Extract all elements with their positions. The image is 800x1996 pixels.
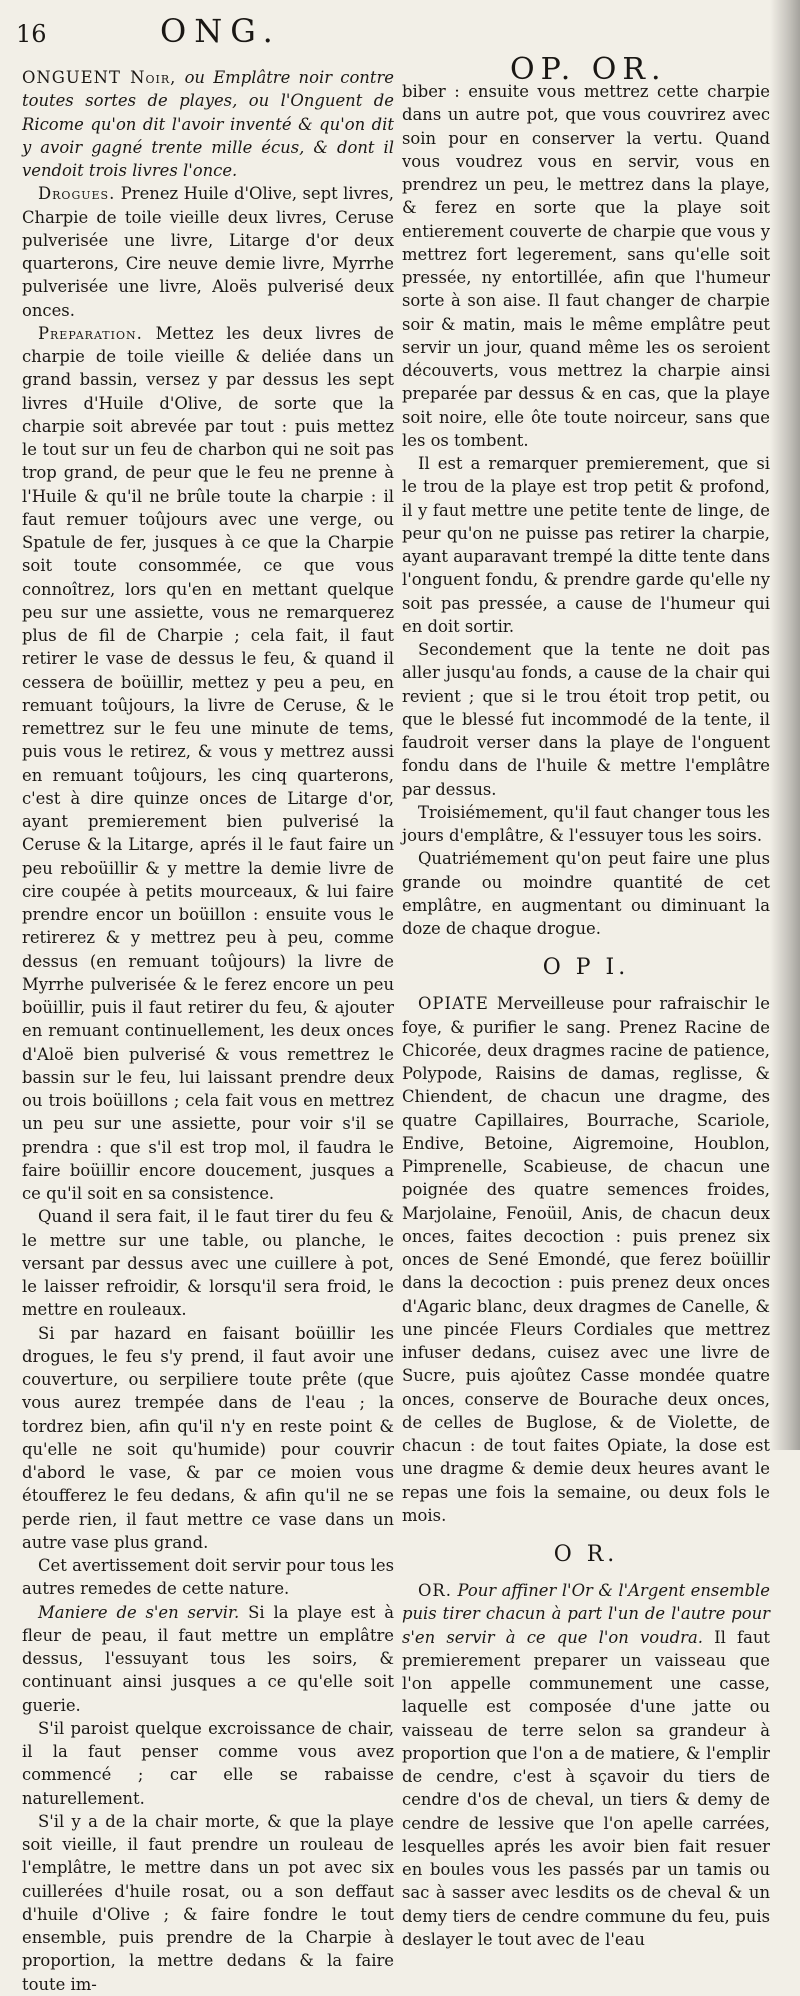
paragraph-opiate bbox=[402, 992, 770, 1527]
entry-lead: ONGUENT Noir, bbox=[22, 68, 177, 87]
paragraph-si-par-hazard: Si par hazard en faisant boüillir les drogues, le feu s'y prend, il faut avoir une couverture, ou serpiliere toute prête (que vous aurez trempée dans de l'eau ; la tordrez bien, afin qu'il n'y en reste point & qu'elle ne soit qu'humide) pour couvrir d'abord le vase, & par ce moien vous étoufferez le feu dedans, & afin qu'il ne se perde rien, il faut mettre ce vase dans un autre vase plus grand. bbox=[22, 1323, 394, 1552]
drogues-lead: Drogues. bbox=[38, 184, 116, 204]
paragraph-secondement: Secondement que la tente ne doit pas aller jusqu'au fonds, a cause de la chair qui revient ; que si le trou étoit trop petit, ou que le blessé fut incommodé de la tente, il faudroit verser dans la playe de l'onguent fondu dans de l'huile & mettre l'emplâtre par dessus. bbox=[402, 640, 770, 799]
paragraph-cet-avertissement: Cet avertissement doit servir pour tous les autres remedes de cette nature. bbox=[22, 1556, 394, 1599]
paragraph-continuation: biber : ensuite vous mettrez cette charpie dans un autre pot, que vous couvrirez avec soin pour en conserver la vertu. Quand vous voudrez vous en servir, vous en prendrez un peu, le mettrez dans la playe, & ferez en sorte que la playe soit entierement couverte de charpie que vous y mettrez fort legerement, sans qu'elle soit pressée, ny entortillée, afin que l'humeur sorte à son aise. Il faut changer de charpie soir & matin, mais le même emplâtre peut servir un jour, quand même les os seroient découverts, vous mettrez la charpie ainsi preparée par dessus & en cas, que la playe soit noire, elle ôte toute noirceur, sans que les os tombent. bbox=[402, 82, 770, 450]
section-heading-opi: O P I. bbox=[542, 955, 630, 981]
paragraph-quand: Quand il sera fait, il le faut tirer du feu & le mettre sur une table, ou planche, le versant par dessus avec une cuillere à pot, le laisser refroidir, & lorsqu'il sera froid, le mettre en rouleaux. bbox=[22, 1207, 394, 1320]
paragraph-drogues bbox=[22, 182, 394, 322]
right-column bbox=[402, 80, 770, 1951]
opiate-text: Merveilleuse pour rafraischir le foye, & purifier le sang. Prenez Racine de Chicorée, deux dragmes racine de patience, Polypode, Raisins de damas, reglisse, & Chiendent, de chacun une dragme, des quatre Capillaires, Bourrache, Scariole, Endive, Betoine, Aigremoine, Houblon, Pimprenelle, Scabieuse, de chacun une poignée des quatre semences froides, Marjolaine, Fenoüil, Anis, de chacun deux onces, faites decoction : puis prenez six onces de Sené Emondé, que ferez boüillir dans la decoction : puis prenez deux onces d'Agaric blanc, deux dragmes de Canelle, & une pincée Fleurs Cordiales que mettrez infuser dedans, cuisez avec une livre de Sucre, puis ajoûtez Casse mondée quatre onces, conserve de Bourache deux onces, de celles de Buglose, & de Violette, de chacun : de tout faites Opiate, la dose est une dragme & demie deux heures avant le repas une fois la semaine, ou deux fols le mois. bbox=[402, 994, 770, 1525]
paragraph-quatriemement: Quatriémement qu'on peut faire une plus grande ou moindre quantité de cet emplâtre, en augmentant ou diminuant la doze de chaque drogue. bbox=[402, 849, 770, 938]
paragraph-sil-y-a: S'il y a de la chair morte, & que la playe soit vieille, il faut prendre un rouleau de l'emplâtre, le mettre dans un pot avec six cuillerées d'huile rosat, ou a son deffaut d'huile d'Olive ; & faire fondre le tout ensemble, puis prendre de la Charpie à proportion, la mettre dedans & la faire toute im- bbox=[22, 1811, 394, 1994]
paragraph-sil-paroist: S'il paroist quelque excroissance de chair, il la faut penser comme vous avez commencé ; car elle se rabaisse naturellement. bbox=[22, 1718, 394, 1808]
entry-title: ou Emplâtre noir contre toutes sortes de playes, ou l'Onguent de Ricome qu'on dit l'avoir inventé & qu'on dit y avoir gagné trente mille écus, & dont il vendoit trois livres l'once. bbox=[22, 68, 394, 180]
preparation-lead: Preparation. bbox=[38, 323, 143, 343]
paragraph-preparation bbox=[22, 322, 394, 1206]
paragraph-or bbox=[402, 1579, 770, 1951]
paragraph-premierement: Il est a remarquer premierement, que si le trou de la playe est trop petit & profond, il y faut mettre une petite tente de linge, de peur qu'on ne puisse pas retirer la charpie, ayant auparavant trempé la ditte tente dans l'onguent fondu, & prendre garde qu'elle ny soit pas pressée, a cause de l'humeur qui en doit sortir. bbox=[402, 454, 770, 636]
entry-onguent-noir bbox=[22, 66, 394, 182]
opiate-lead: OPIATE bbox=[418, 994, 489, 1014]
left-column bbox=[22, 66, 394, 1996]
maniere-lead: Maniere de s'en servir. bbox=[38, 1602, 240, 1622]
running-head-left: ONG. bbox=[160, 12, 281, 50]
section-heading-or: O R. bbox=[553, 1542, 619, 1567]
paragraph-maniere bbox=[22, 1601, 394, 1717]
or-lead: OR. bbox=[418, 1581, 452, 1600]
or-text: Il faut premierement preparer un vaisseau que l'on appelle communement une casse, laquelle est composée d'une jatte ou vaisseau de terre selon sa grandeur à proportion que l'on a de matiere, & l'emplir de cendre, c'est à sçavoir du tiers de cendre d'os de cheval, un tiers & demy de cendre de lessive que l'on apelle carrées, lesquelles aprés les avoir bien fait resuer en boules vous les passés par un tamis ou sac à sasser avec lesdits os de cheval & un demy tiers de cendre commune du feu, puis deslayer le tout avec de l'eau bbox=[402, 1627, 770, 1949]
page-number: 16 bbox=[16, 20, 47, 48]
maniere-text: Si la playe est à fleur de peau, il faut mettre un emplâtre dessus, l'essuyant tous les soirs, & continuant ainsi jusques a ce qu'elle soit guerie. bbox=[22, 1602, 395, 1715]
or-title: Pour affiner l'Or & l'Argent ensemble puis tirer chacun à part l'un de l'autre pour s'en servir à ce que l'on voudra. bbox=[402, 1581, 770, 1647]
running-head-right: OP. OR. bbox=[510, 52, 667, 87]
drogues-text: Prenez Huile d'Olive, sept livres, Charpie de toile vieille deux livres, Ceruse pulverisée une livre, Litarge d'or deux quarterons, Cire neuve demie livre, Myrrhe pulverisée une livre, Aloës pulverisé deux onces. bbox=[22, 184, 395, 320]
preparation-text: Mettez les deux livres de charpie de toile vieille & deliée dans un grand bassin, versez y par dessus les sept livres d'Huile d'Olive, de sorte que la charpie soit abrevée par tout : puis mettez le tout sur un feu de charbon qui ne soit pas trop grand, de peur que le feu ne prenne à l'Huile & qu'il ne brûle toute la charpie : il faut remuer toûjours avec une verge, ou Spatule de fer, jusques à ce que la Charpie soit toute consommée, ce que vous connoîtrez, lors qu'en en mettant quelque peu sur une assiette, vous ne remarquerez plus de fil de Charpie ; cela fait, il faut retirer le vase de dessus le feu, & quand il cessera de boüillir, mettez y peu a peu, en remuant toûjours, la livre de Ceruse, & le remettrez sur le feu une minute de tems, puis vous le retirez, & vous y mettrez aussi en remuant toûjours, les cinq quarterons, c'est à dire quinze onces de Litarge d'or, ayant premierement bien pulverisé la Ceruse & la Litarge, aprés il le faut faire un peu reboüillir & y mettre la demie livre de cire coupée à petits mourceaux, & lui faire prendre encor un boüillon : ensuite vous le retirerez & y mettrez peu à peu, comme dessus (en remuant toûjours) la livre de Myrrhe pulverisée & le ferez encore un peu boüillir, puis il faut retirer du feu, & ajouter en remuant continuellement, les deux onces d'Aloë bien pulverisé & vous remettrez le bassin sur le feu, lui laissant prendre deux ou trois boüillons ; cela fait vous en mettrez un peu sur une assiette, pour voir s'il se prendra : que s'il est trop mol, il faudra le faire boüillir encore doucement, jusques a ce qu'il soit en sa consistence. bbox=[22, 323, 395, 1203]
binding-gutter-shadow bbox=[770, 0, 800, 1450]
paragraph-troisiemement: Troisiémement, qu'il faut changer tous les jours d'emplâtre, & l'essuyer tous les soirs. bbox=[402, 802, 771, 845]
